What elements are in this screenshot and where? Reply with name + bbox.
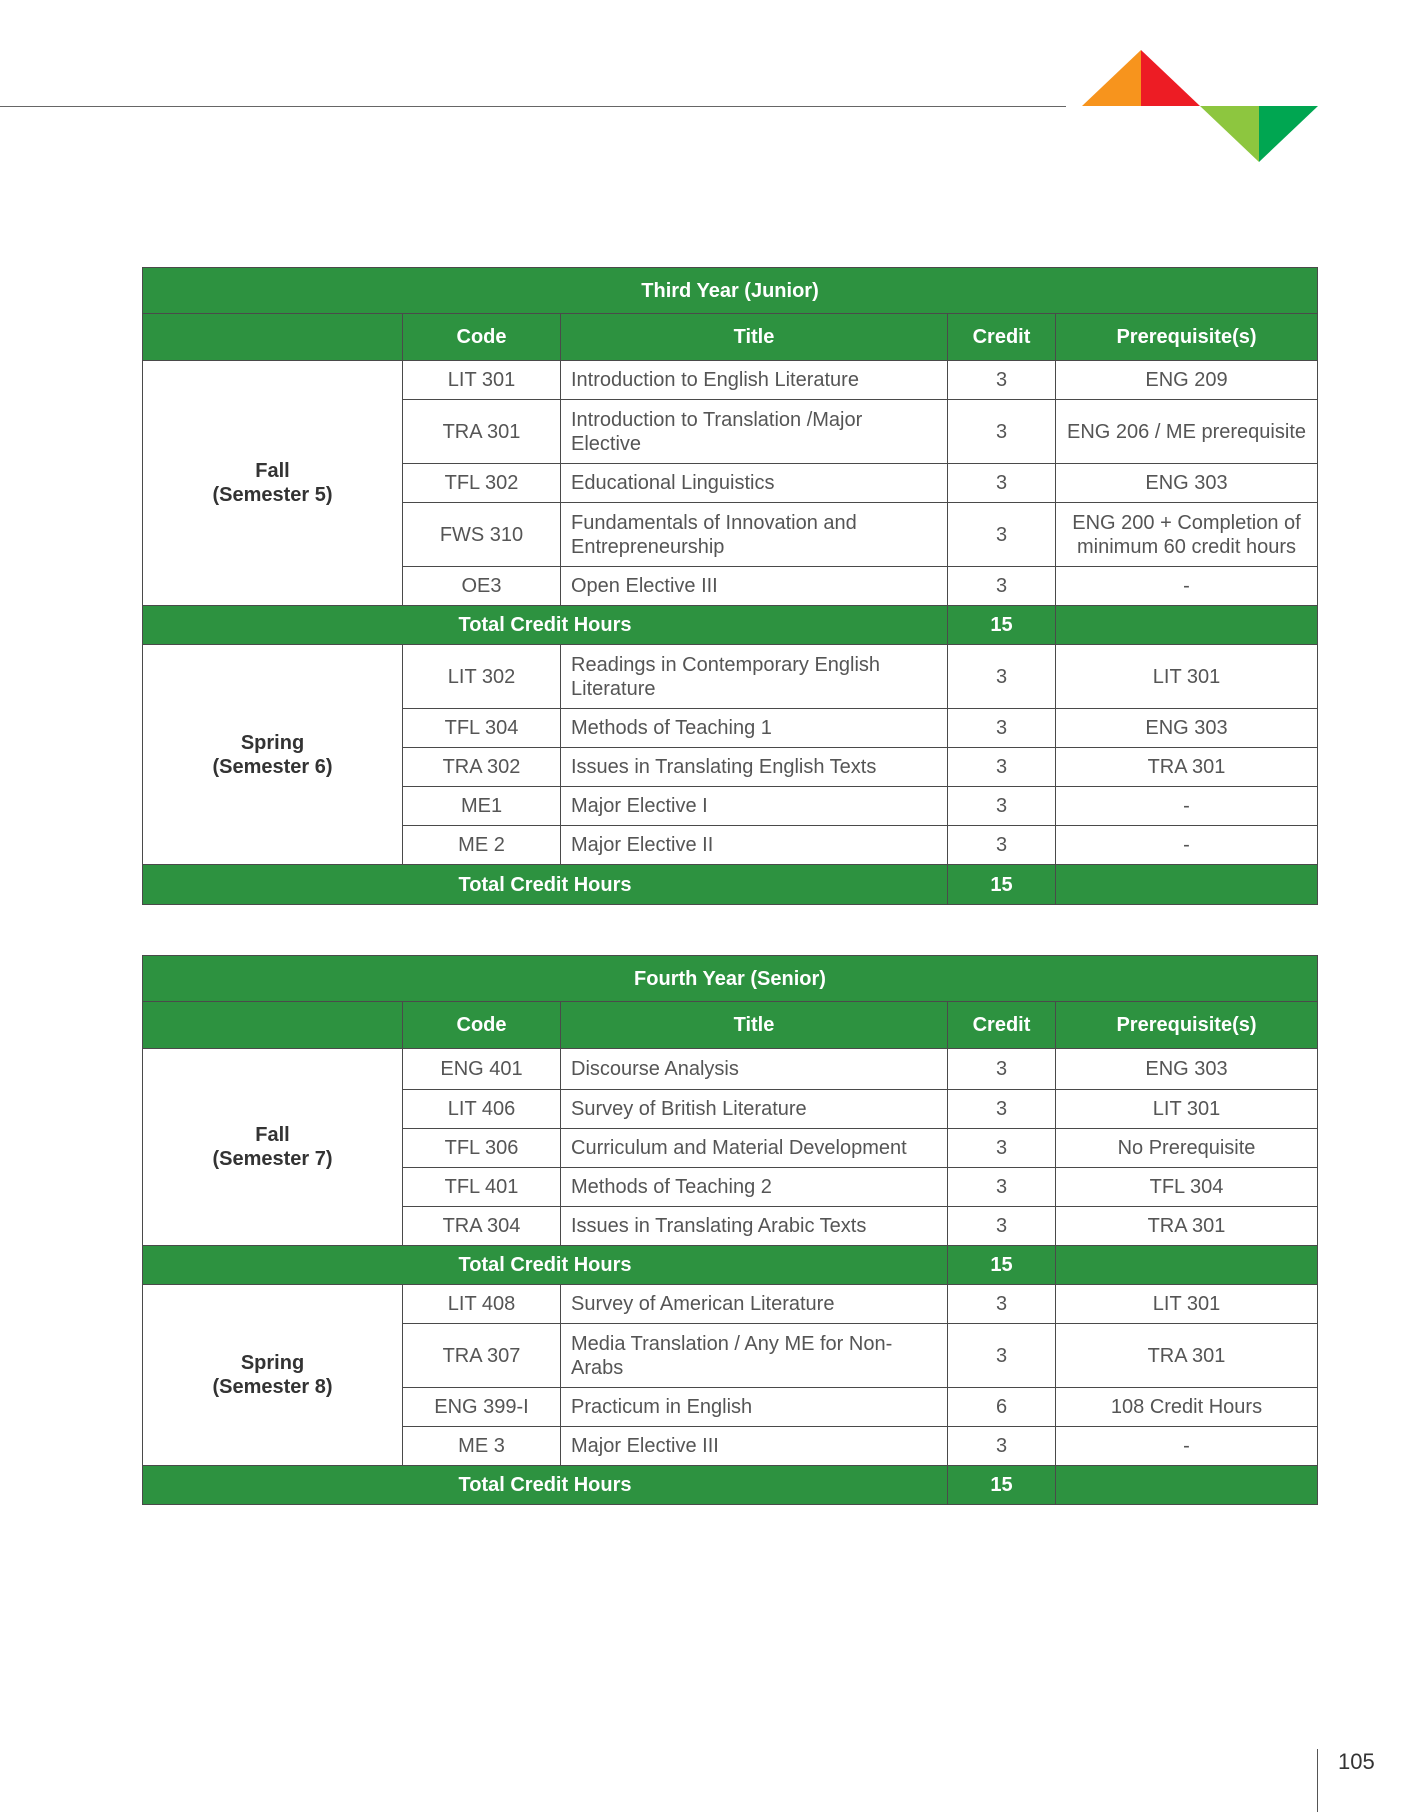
course-credit: 3 — [948, 361, 1056, 400]
course-prerequisite: TRA 301 — [1056, 1207, 1318, 1246]
course-title: Survey of American Literature — [561, 1285, 948, 1324]
table-row — [143, 1285, 1318, 1324]
course-code: OE3 — [403, 567, 561, 606]
total-blank — [1056, 1466, 1318, 1505]
header-code: Code — [403, 314, 561, 361]
course-credit: 3 — [948, 1324, 1056, 1388]
total-blank — [1056, 1246, 1318, 1285]
column-header-row — [143, 314, 1318, 361]
course-code: TFL 302 — [403, 464, 561, 503]
course-prerequisite: LIT 301 — [1056, 1090, 1318, 1129]
total-blank — [1056, 865, 1318, 905]
course-title: Readings in Contemporary English Literature — [561, 645, 948, 709]
header-credit: Credit — [948, 314, 1056, 361]
course-prerequisite: TRA 301 — [1056, 748, 1318, 787]
total-credit: 15 — [948, 606, 1056, 645]
page-number: 105 — [1338, 1749, 1375, 1774]
course-prerequisite: LIT 301 — [1056, 645, 1318, 709]
course-prerequisite: - — [1056, 787, 1318, 826]
course-credit: 3 — [948, 826, 1056, 865]
total-blank — [1056, 606, 1318, 645]
course-code: ENG 399-I — [403, 1388, 561, 1427]
total-credit: 15 — [948, 865, 1056, 905]
semester-cell — [143, 645, 403, 865]
semester-label: Spring — [240, 731, 305, 754]
course-title: Practicum in English — [561, 1388, 948, 1427]
header-rule — [0, 106, 1066, 107]
course-credit: 3 — [948, 1049, 1056, 1090]
course-prerequisite: ENG 206 / ME prerequisite — [1056, 400, 1318, 464]
course-credit: 3 — [948, 748, 1056, 787]
total-label: Total Credit Hours — [143, 1246, 948, 1285]
course-credit: 3 — [948, 400, 1056, 464]
course-credit: 6 — [948, 1388, 1056, 1427]
course-credit: 3 — [948, 1090, 1056, 1129]
course-title: Methods of Teaching 1 — [561, 709, 948, 748]
course-prerequisite: - — [1056, 567, 1318, 606]
course-title: Survey of British Literature — [561, 1090, 948, 1129]
total-label: Total Credit Hours — [143, 1466, 948, 1505]
total-credit: 15 — [948, 1466, 1056, 1505]
third-year-table — [142, 267, 1318, 905]
course-code: FWS 310 — [403, 503, 561, 567]
semester-cell — [143, 1285, 403, 1466]
brand-triangles-icon — [1082, 50, 1320, 162]
course-title: Issues in Translating English Texts — [561, 748, 948, 787]
page-number-rule — [1317, 1749, 1318, 1812]
course-credit: 3 — [948, 567, 1056, 606]
semester-number: (Semester 8) — [212, 1376, 333, 1398]
course-credit: 3 — [948, 503, 1056, 567]
course-title: Issues in Translating Arabic Texts — [561, 1207, 948, 1246]
course-code: TFL 306 — [403, 1129, 561, 1168]
header-title: Title — [561, 314, 948, 361]
header-title: Title — [561, 1002, 948, 1049]
semester-number: (Semester 6) — [212, 755, 333, 778]
course-prerequisite: TFL 304 — [1056, 1168, 1318, 1207]
course-title: Curriculum and Material Development — [561, 1129, 948, 1168]
total-label: Total Credit Hours — [143, 606, 948, 645]
course-prerequisite: - — [1056, 826, 1318, 865]
total-row — [143, 1246, 1318, 1285]
course-code: TRA 304 — [403, 1207, 561, 1246]
course-prerequisite: ENG 303 — [1056, 464, 1318, 503]
course-prerequisite: ENG 209 — [1056, 361, 1318, 400]
table-row — [143, 1049, 1318, 1090]
semester-label: Spring — [240, 1352, 305, 1374]
semester-cell — [143, 361, 403, 606]
column-header-row — [143, 1002, 1318, 1049]
header-code: Code — [403, 1002, 561, 1049]
total-label: Total Credit Hours — [143, 865, 948, 905]
header-prerequisites: Prerequisite(s) — [1056, 1002, 1318, 1049]
course-prerequisite: No Prerequisite — [1056, 1129, 1318, 1168]
table-row — [143, 361, 1318, 400]
total-row — [143, 606, 1318, 645]
semester-cell — [143, 1049, 403, 1246]
course-credit: 3 — [948, 1207, 1056, 1246]
course-title: Discourse Analysis — [561, 1049, 948, 1090]
course-credit: 3 — [948, 645, 1056, 709]
course-code: LIT 406 — [403, 1090, 561, 1129]
header-prerequisites: Prerequisite(s) — [1056, 314, 1318, 361]
course-prerequisite: - — [1056, 1427, 1318, 1466]
semester-number: (Semester 5) — [212, 484, 333, 506]
table-title: Third Year (Junior) — [143, 268, 1318, 314]
course-prerequisite: ENG 303 — [1056, 1049, 1318, 1090]
course-title: Introduction to English Literature — [561, 361, 948, 400]
table-row — [143, 645, 1318, 709]
total-credit: 15 — [948, 1246, 1056, 1285]
course-code: ME 2 — [403, 826, 561, 865]
semester-label: Fall — [255, 460, 290, 482]
fourth-year-table — [142, 955, 1318, 1505]
course-title: Major Elective III — [561, 1427, 948, 1466]
total-row — [143, 1466, 1318, 1505]
course-title: Fundamentals of Innovation and Entrepreneurship — [561, 503, 948, 567]
course-code: TFL 401 — [403, 1168, 561, 1207]
course-credit: 3 — [948, 1427, 1056, 1466]
semester-label: Fall — [255, 1124, 290, 1146]
course-code: TRA 302 — [403, 748, 561, 787]
course-code: TFL 304 — [403, 709, 561, 748]
course-title: Major Elective I — [561, 787, 948, 826]
course-credit: 3 — [948, 1285, 1056, 1324]
course-code: ME 3 — [403, 1427, 561, 1466]
course-title: Educational Linguistics — [561, 464, 948, 503]
course-title: Major Elective II — [561, 826, 948, 865]
course-code: TRA 307 — [403, 1324, 561, 1388]
course-credit: 3 — [948, 1168, 1056, 1207]
course-title: Introduction to Translation /Major Elective — [561, 400, 948, 464]
course-code: TRA 301 — [403, 400, 561, 464]
course-code: ME1 — [403, 787, 561, 826]
course-prerequisite: TRA 301 — [1056, 1324, 1318, 1388]
semester-number: (Semester 7) — [212, 1148, 333, 1170]
course-credit: 3 — [948, 1129, 1056, 1168]
course-credit: 3 — [948, 787, 1056, 826]
course-credit: 3 — [948, 464, 1056, 503]
course-title: Open Elective III — [561, 567, 948, 606]
total-row — [143, 865, 1318, 905]
course-title: Media Translation / Any ME for Non-Arabs — [561, 1324, 948, 1388]
header-blank — [143, 314, 403, 361]
course-title: Methods of Teaching 2 — [561, 1168, 948, 1207]
course-prerequisite: LIT 301 — [1056, 1285, 1318, 1324]
course-code: LIT 302 — [403, 645, 561, 709]
course-prerequisite: ENG 303 — [1056, 709, 1318, 748]
table-title: Fourth Year (Senior) — [143, 956, 1318, 1002]
course-code: LIT 408 — [403, 1285, 561, 1324]
header-blank — [143, 1002, 403, 1049]
course-code: LIT 301 — [403, 361, 561, 400]
course-prerequisite: 108 Credit Hours — [1056, 1388, 1318, 1427]
course-prerequisite: ENG 200 + Completion of minimum 60 credit hours — [1056, 503, 1318, 567]
header-credit: Credit — [948, 1002, 1056, 1049]
course-code: ENG 401 — [403, 1049, 561, 1090]
course-credit: 3 — [948, 709, 1056, 748]
